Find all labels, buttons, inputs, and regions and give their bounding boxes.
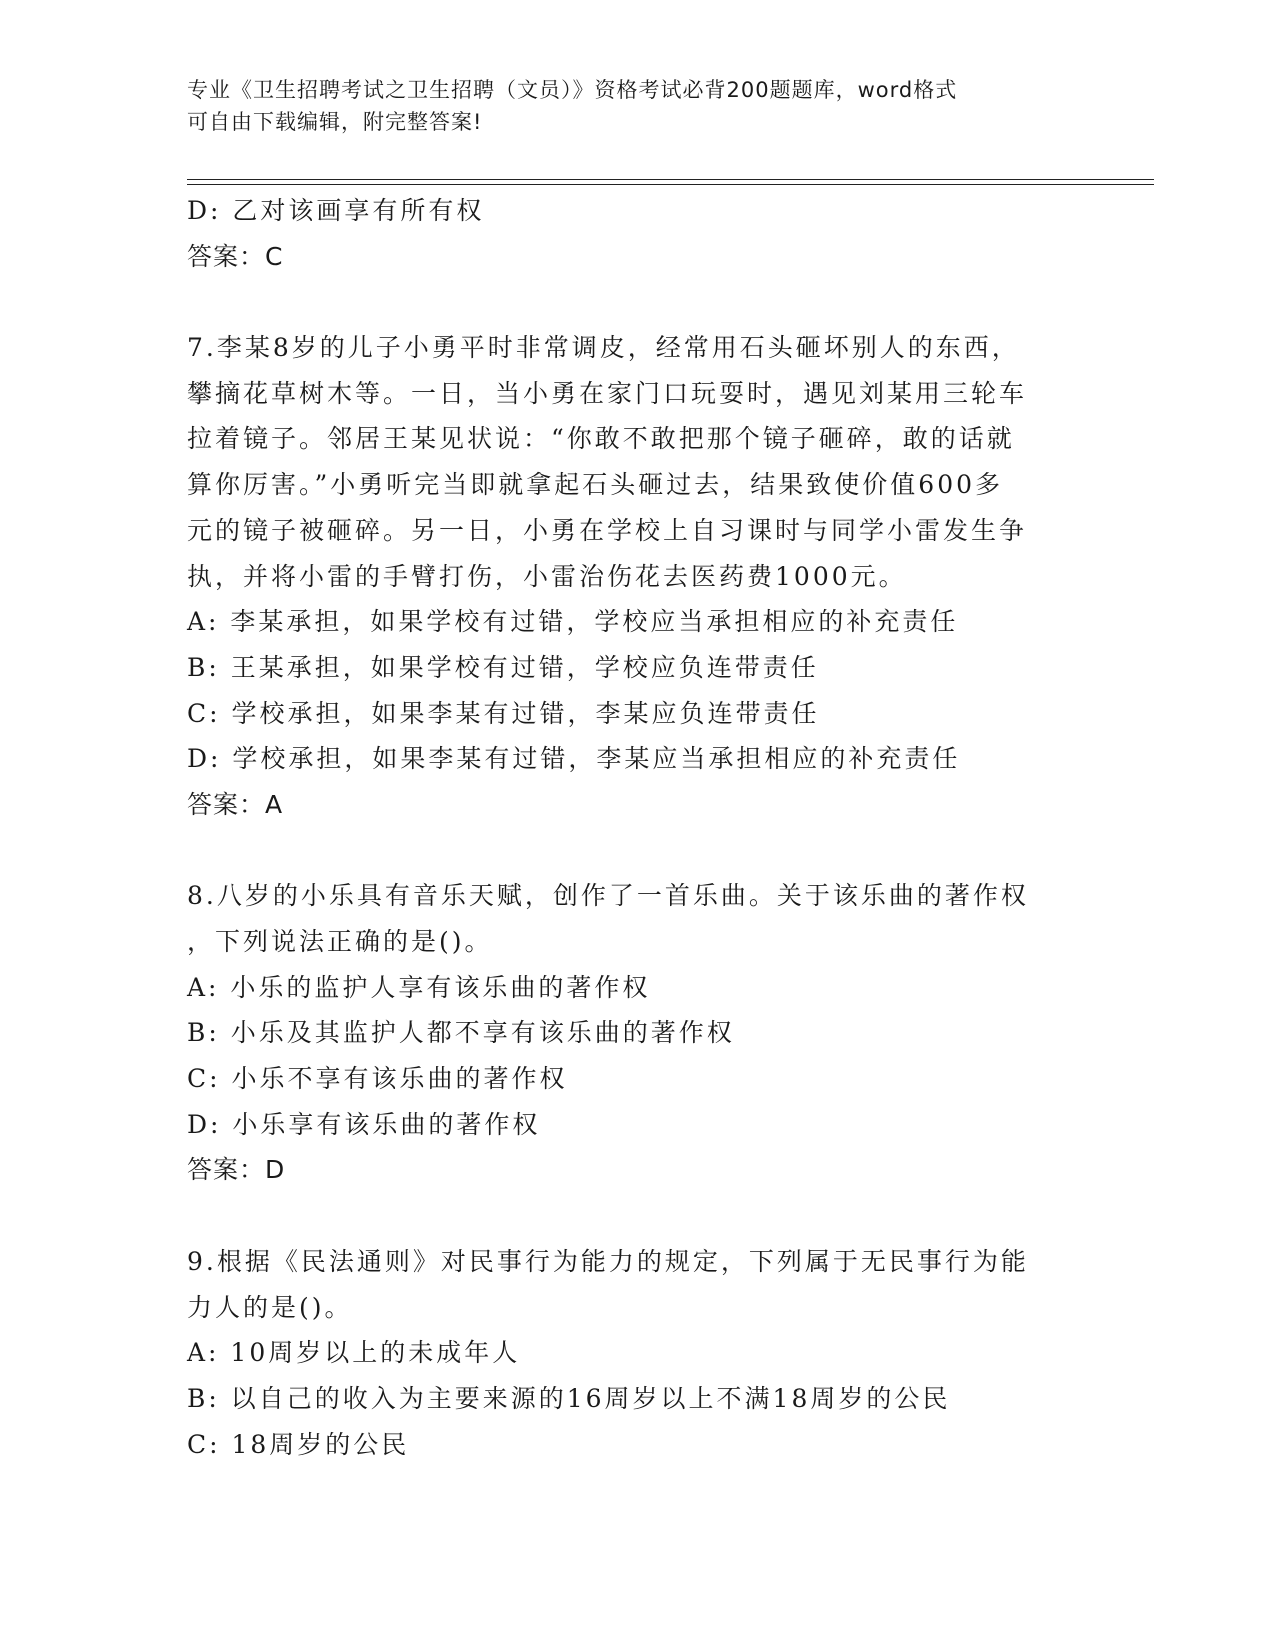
option-c: C: 学校承担，如果李某有过错，李某应负连带责任 bbox=[187, 698, 820, 728]
option-b: B: 小乐及其监护人都不享有该乐曲的著作权 bbox=[187, 1018, 735, 1048]
question-line: 执，并将小雷的手臂打伤，小雷治伤花去医药费1000元。 bbox=[187, 561, 907, 591]
question-line: ，下列说法正确的是()。 bbox=[187, 927, 493, 956]
option-d: D: 小乐享有该乐曲的著作权 bbox=[187, 1109, 541, 1139]
question-line: 元的镜子被砸碎。另一日，小勇在学校上自习课时与同学小雷发生争 bbox=[187, 515, 1028, 545]
question-line: 7.李某8岁的儿子小勇平时非常调皮，经常用石头砸坏别人的东西， bbox=[187, 333, 1020, 363]
spacer bbox=[187, 1193, 1067, 1239]
answer-label: 答案：D bbox=[187, 1155, 286, 1185]
answer-label: 答案：A bbox=[187, 789, 284, 819]
spacer bbox=[187, 279, 1067, 325]
document-header bbox=[187, 74, 1067, 138]
option-a: A: 10周岁以上的未成年人 bbox=[187, 1338, 521, 1368]
document-body bbox=[187, 188, 1067, 1467]
option-d: D: 学校承担，如果李某有过错，李某应当承担相应的补充责任 bbox=[187, 744, 961, 774]
option-c: C: 18周岁的公民 bbox=[187, 1429, 410, 1459]
question-line: 算你厉害。”小勇听完当即就拿起石头砸过去，结果致使价值600多 bbox=[187, 470, 1004, 500]
previous-question-tail bbox=[187, 188, 1067, 279]
option-a: A: 李某承担，如果学校有过错，学校应当承担相应的补充责任 bbox=[187, 607, 959, 637]
question-line: 力人的是()。 bbox=[187, 1292, 353, 1322]
option-b: B: 王某承担，如果学校有过错，学校应负连带责任 bbox=[187, 652, 819, 682]
option-d: D: 乙对该画享有所有权 bbox=[187, 196, 485, 225]
header-title-line-1: 专业《卫生招聘考试之卫生招聘（文员）》资格考试必背200题题库，word格式 bbox=[187, 78, 958, 102]
question-line: 8.八岁的小乐具有音乐天赋，创作了一首乐曲。关于该乐曲的著作权 bbox=[187, 881, 1029, 911]
option-b: B: 以自己的收入为主要来源的16周岁以上不满18周岁的公民 bbox=[187, 1383, 951, 1413]
answer-label: 答案：C bbox=[187, 241, 284, 271]
question-line: 攀摘花草树木等。一日，当小勇在家门口玩耍时，遇见刘某用三轮车 bbox=[187, 378, 1028, 408]
question-8 bbox=[187, 873, 1067, 1193]
option-a: A: 小乐的监护人享有该乐曲的著作权 bbox=[187, 972, 651, 1002]
question-text bbox=[187, 873, 1067, 964]
spacer bbox=[187, 828, 1067, 874]
question-9 bbox=[187, 1239, 1067, 1467]
question-line: 9.根据《民法通则》对民事行为能力的规定，下列属于无民事行为能 bbox=[187, 1246, 1029, 1276]
header-divider-bottom bbox=[187, 184, 1154, 185]
header-divider-top bbox=[187, 179, 1154, 180]
question-7 bbox=[187, 325, 1067, 828]
header-title-line-2: 可自由下载编辑，附完整答案! bbox=[187, 110, 483, 134]
question-text bbox=[187, 325, 1067, 599]
option-c: C: 小乐不享有该乐曲的著作权 bbox=[187, 1064, 568, 1094]
question-line: 拉着镜子。邻居王某见状说：“你敢不敢把那个镜子砸碎，敢的话就 bbox=[187, 424, 1015, 454]
question-text bbox=[187, 1239, 1067, 1330]
